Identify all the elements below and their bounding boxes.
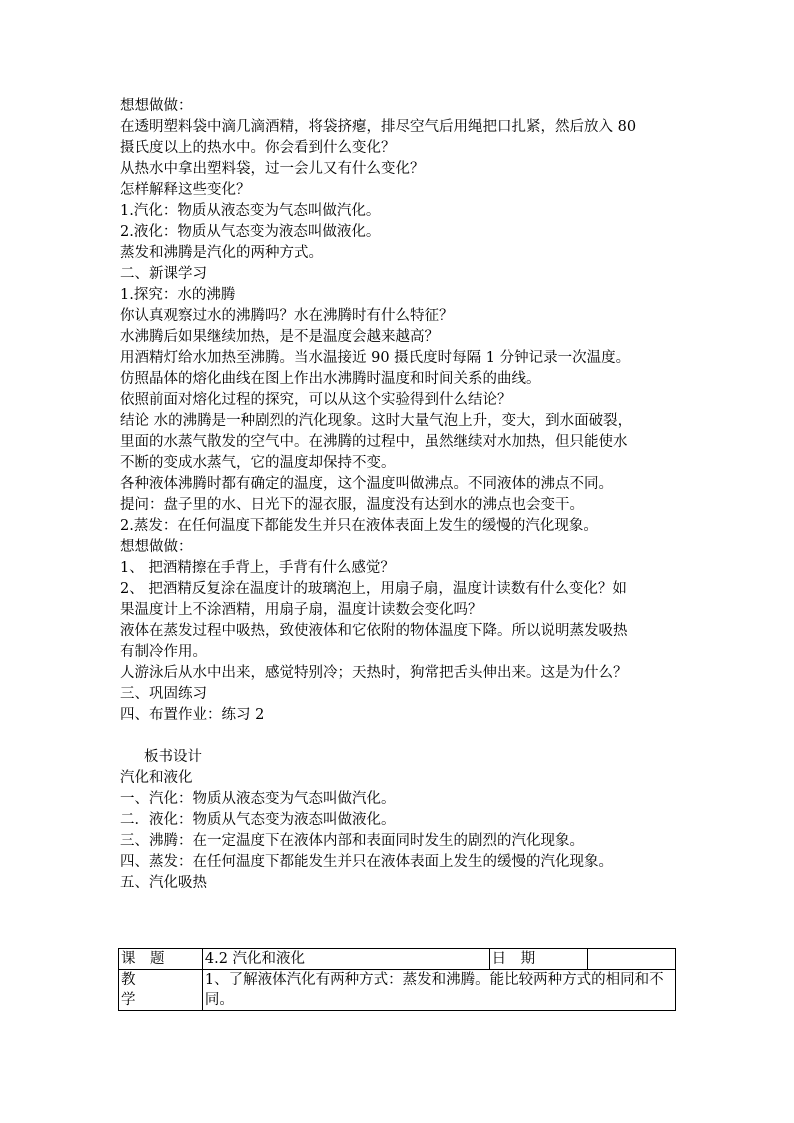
text-line: 蒸发和沸腾是汽化的两种方式。 bbox=[120, 245, 323, 261]
objective-cell: 1、了解液体汽化有两种方式：蒸发和沸腾。能比较两种方式的相同和不同。 bbox=[202, 970, 675, 1011]
text-line: 有制冷作用。 bbox=[120, 644, 207, 660]
section-heading: 三、巩固练习 bbox=[120, 686, 207, 702]
board-line: 四、蒸发：在任何温度下都能发生并只在液体表面上发生的缓慢的汽化现象。 bbox=[120, 854, 613, 870]
text-line: 摄氏度以上的热水中。你会看到什么变化？ bbox=[120, 140, 396, 156]
text-line: 依照前面对熔化过程的探究，可以从这个实验得到什么结论？ bbox=[120, 392, 512, 408]
text-line: 提问：盘子里的水、日光下的湿衣服，温度没有达到水的沸点也会变干。 bbox=[120, 497, 584, 513]
text-line: 果温度计上不涂酒精，用扇子扇，温度计读数会变化吗？ bbox=[120, 602, 483, 618]
text-line: 1、 把酒精擦在手背上，手背有什么感觉？ bbox=[120, 560, 395, 576]
date-value-cell bbox=[587, 949, 675, 970]
text-line: 水沸腾后如果继续加热，是不是温度会越来越高？ bbox=[120, 329, 439, 345]
date-label-cell: 日 期 bbox=[489, 949, 587, 970]
text-line: 2.液化：物质从气态变为液态叫做液化。 bbox=[120, 224, 381, 240]
text-line: 不断的变成水蒸气，它的温度却保持不变。 bbox=[120, 455, 396, 471]
board-line: 三、沸腾：在一定温度下在液体内部和表面同时发生的剧烈的汽化现象。 bbox=[120, 833, 584, 849]
text-line: 各种液体沸腾时都有确定的温度，这个温度叫做沸点。不同液体的沸点不同。 bbox=[120, 476, 613, 492]
text-line: 液体在蒸发过程中吸热，致使液体和它依附的物体温度下降。所以说明蒸发吸热 bbox=[120, 623, 628, 639]
text-line: 里面的水蒸气散发的空气中。在沸腾的过程中，虽然继续对水加热，但只能使水 bbox=[120, 434, 628, 450]
text-line: 想想做做： bbox=[120, 98, 193, 114]
spacer bbox=[120, 726, 680, 747]
teaching-label-cell bbox=[119, 970, 203, 1011]
text-line: 想想做做： bbox=[120, 539, 193, 555]
side-label: 学 bbox=[121, 992, 136, 1008]
document-body bbox=[120, 96, 680, 894]
board-design-title: 板书设计 bbox=[144, 749, 202, 765]
text-line: 结论 水的沸腾是一种剧烈的汽化现象。这时大量气泡上升，变大，到水面破裂， bbox=[120, 413, 633, 429]
lesson-plan-table bbox=[118, 948, 676, 1011]
board-line: 汽化和液化 bbox=[120, 770, 193, 786]
text-line: 用酒精灯给水加热至沸腾。当水温接近 90 摄氏度时每隔 1 分钟记录一次温度。 bbox=[120, 350, 631, 366]
board-line: 二．液化：物质从气态变为液态叫做液化。 bbox=[120, 812, 396, 828]
topic-value-cell: 4.2 汽化和液化 bbox=[202, 949, 489, 970]
text-line: 人游泳后从水中出来，感觉特别冷；天热时，狗常把舌头伸出来。这是为什么？ bbox=[120, 665, 628, 681]
board-line: 一、汽化：物质从液态变为气态叫做汽化。 bbox=[120, 791, 396, 807]
section-heading: 二、新课学习 bbox=[120, 266, 207, 282]
section-heading: 四、布置作业：练习 2 bbox=[120, 707, 265, 723]
side-label: 教 bbox=[121, 972, 136, 988]
text-line: 怎样解释这些变化？ bbox=[120, 182, 251, 198]
text-line: 1.探究：水的沸腾 bbox=[120, 287, 236, 303]
board-line: 五、汽化吸热 bbox=[120, 875, 207, 891]
topic-label-cell: 课 题 bbox=[119, 949, 203, 970]
text-line: 1.汽化：物质从液态变为气态叫做汽化。 bbox=[120, 203, 381, 219]
text-line: 在透明塑料袋中滴几滴酒精，将袋挤瘪，排尽空气后用绳把口扎紧，然后放入 80 bbox=[120, 119, 637, 135]
table-row bbox=[119, 949, 676, 970]
text-line: 你认真观察过水的沸腾吗？水在沸腾时有什么特征？ bbox=[120, 308, 454, 324]
table-row bbox=[119, 970, 676, 1011]
text-line: 从热水中拿出塑料袋，过一会儿又有什么变化？ bbox=[120, 161, 425, 177]
text-line: 2.蒸发：在任何温度下都能发生并只在液体表面上发生的缓慢的汽化现象。 bbox=[120, 518, 598, 534]
text-line: 仿照晶体的熔化曲线在图上作出水沸腾时温度和时间关系的曲线。 bbox=[120, 371, 541, 387]
text-line: 2、 把酒精反复涂在温度计的玻璃泡上，用扇子扇，温度计读数有什么变化？如 bbox=[120, 581, 627, 597]
